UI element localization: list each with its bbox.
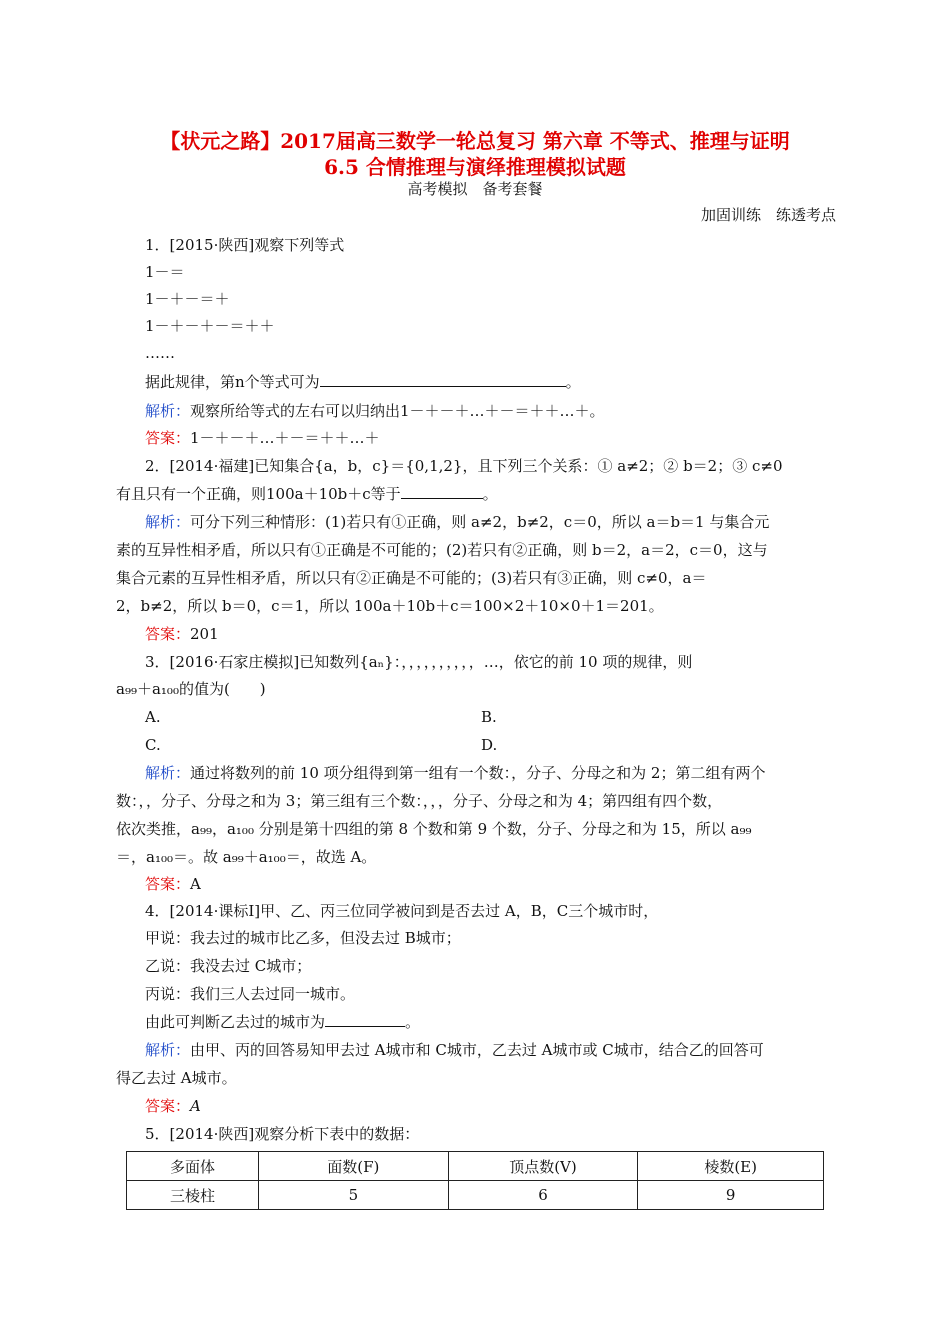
q3-option-d: D. bbox=[481, 736, 498, 754]
table-cell: 三棱柱 bbox=[127, 1181, 259, 1210]
q1-answer-text: 1－＋－＋…＋－＝＋＋…＋ bbox=[190, 429, 380, 447]
q2-stem-2-end: 。 bbox=[482, 485, 498, 503]
q4-analysis-text-1: 由甲、丙的回答易知甲去过 A城市和 C城市，乙去过 A城市或 C城市，结合乙的回答可 bbox=[190, 1041, 764, 1059]
q2-answer-text: 201 bbox=[190, 625, 219, 643]
q2-stem-1: 2．[2014·福建]已知集合{a，b，c}＝{0,1,2}，且下列三个关系：① a≠2；② b＝2；③ c≠0 bbox=[145, 457, 783, 475]
q4-answer-text: A bbox=[190, 1097, 201, 1115]
q1-equation-2: 1－＋－＝＋ bbox=[145, 290, 230, 308]
q2-answer bbox=[145, 624, 219, 644]
q3-analysis-2: 数：，，分子、分母之和为 3；第三组有三个数：，，，分子、分母之和为 4；第四组有四个数， bbox=[116, 792, 723, 810]
q1-analysis-label: 解析： bbox=[145, 402, 191, 420]
q2-answer-label: 答案： bbox=[145, 625, 191, 643]
q4-answer-blank bbox=[325, 1012, 405, 1027]
section-note: 加固训练 练透考点 bbox=[700, 206, 836, 224]
q1-equation-3: 1－＋－＋－＝＋＋ bbox=[145, 317, 275, 335]
table-cell: 6 bbox=[448, 1181, 638, 1210]
q1-analysis bbox=[145, 401, 605, 421]
q1-question-end: 。 bbox=[565, 373, 581, 391]
q4-analysis-2: 得乙去过 A城市。 bbox=[116, 1069, 237, 1087]
document-title: 【状元之路】2017届高三数学一轮总复习 第六章 不等式、推理与证明 bbox=[160, 129, 790, 153]
q2-stem-2-text: 有且只有一个正确，则100a＋10b＋c等于 bbox=[116, 485, 401, 503]
q3-analysis-label: 解析： bbox=[145, 764, 191, 782]
q3-stem-2: a₉₉＋a₁₀₀的值为( ) bbox=[116, 680, 266, 698]
q2-analysis-4: 2，b≠2，所以 b＝0，c＝1，所以 100a＋10b＋c＝100×2＋10×0＋1＝201。 bbox=[116, 597, 664, 615]
q4-answer-label: 答案： bbox=[145, 1097, 191, 1115]
q3-answer-text: A bbox=[190, 875, 201, 893]
q1-question bbox=[145, 372, 581, 392]
q4-jia-statement: 甲说：我去过的城市比乙多，但没去过 B城市； bbox=[145, 929, 461, 947]
q2-stem-2 bbox=[116, 484, 498, 504]
q5-stem: 5．[2014·陕西]观察分析下表中的数据： bbox=[145, 1125, 420, 1143]
q4-answer bbox=[145, 1096, 201, 1116]
q4-question-text: 由此可判断乙去过的城市为 bbox=[145, 1013, 326, 1031]
table-cell: 5 bbox=[259, 1181, 449, 1210]
q3-analysis-1 bbox=[145, 763, 765, 783]
q1-analysis-text: 观察所给等式的左右可以归纳出1－＋－＋…＋－＝＋＋…＋。 bbox=[190, 402, 605, 420]
q1-equation-1: 1－＝ bbox=[145, 263, 185, 281]
q4-analysis-1 bbox=[145, 1040, 764, 1060]
q4-bing-statement: 丙说：我们三人去过同一城市。 bbox=[145, 985, 356, 1003]
q2-analysis-label: 解析： bbox=[145, 513, 191, 531]
q4-stem: 4．[2014·课标Ⅰ]甲、乙、丙三位同学被问到是否去过 A，B，C三个城市时， bbox=[145, 902, 659, 920]
q4-yi-statement: 乙说：我没去过 C城市； bbox=[145, 957, 312, 975]
q2-analysis-3: 集合元素的互异性相矛盾，所以只有②正确是不可能的；(3)若只有③正确，则 c≠0，a＝ bbox=[116, 569, 707, 587]
q1-answer bbox=[145, 428, 380, 448]
q4-question-end: 。 bbox=[405, 1013, 421, 1031]
document-subtitle: 高考模拟 备考套餐 bbox=[407, 180, 543, 198]
q3-option-b: B. bbox=[481, 708, 497, 726]
q3-stem-1: 3．[2016·石家庄模拟]已知数列{aₙ}：，，，，，，，，，，…，依它的前 10 项的规律，则 bbox=[145, 653, 693, 671]
table-header-cell: 棱数(E) bbox=[638, 1152, 824, 1181]
q2-analysis-1 bbox=[145, 512, 769, 532]
polyhedron-table bbox=[126, 1151, 824, 1210]
q3-answer-label: 答案： bbox=[145, 875, 191, 893]
table-header-cell: 顶点数(V) bbox=[448, 1152, 638, 1181]
q1-answer-blank bbox=[320, 372, 566, 387]
q2-answer-blank bbox=[401, 484, 483, 499]
q1-question-text: 据此规律，第n个等式可为 bbox=[145, 373, 320, 391]
q1-answer-label: 答案： bbox=[145, 429, 191, 447]
table-cell: 9 bbox=[638, 1181, 824, 1210]
q4-analysis-label: 解析： bbox=[145, 1041, 191, 1059]
q3-analysis-text-1: 通过将数列的前 10 项分组得到第一组有一个数：，分子、分母之和为 2；第二组有两个 bbox=[190, 764, 766, 782]
q1-stem: 1．[2015·陕西]观察下列等式 bbox=[145, 236, 345, 254]
q2-analysis-2: 素的互异性相矛盾，所以只有①正确是不可能的；(2)若只有②正确，则 b＝2，a＝2，c＝0，这与 bbox=[116, 541, 768, 559]
table-header-row bbox=[127, 1152, 824, 1181]
table-header-cell: 面数(F) bbox=[259, 1152, 449, 1181]
q3-analysis-4: ＝，a₁₀₀＝。故 a₉₉＋a₁₀₀＝，故选 A。 bbox=[116, 848, 377, 866]
table-header-cell: 多面体 bbox=[127, 1152, 259, 1181]
q1-ellipsis: …… bbox=[145, 344, 175, 362]
q3-analysis-3: 依次类推，a₉₉，a₁₀₀ 分别是第十四组的第 8 个数和第 9 个数，分子、分母之和为 15，所以 a₉₉ bbox=[116, 820, 752, 838]
q3-option-a: A. bbox=[145, 708, 161, 726]
q3-option-c: C. bbox=[145, 736, 161, 754]
q2-analysis-text-1: 可分下列三种情形：(1)若只有①正确，则 a≠2，b≠2，c＝0，所以 a＝b＝1 与集合元 bbox=[190, 513, 770, 531]
document-title-line2: 6.5 合情推理与演绎推理模拟试题 bbox=[324, 155, 626, 179]
q3-answer bbox=[145, 874, 201, 894]
q4-question bbox=[145, 1012, 420, 1032]
table-row bbox=[127, 1181, 824, 1210]
